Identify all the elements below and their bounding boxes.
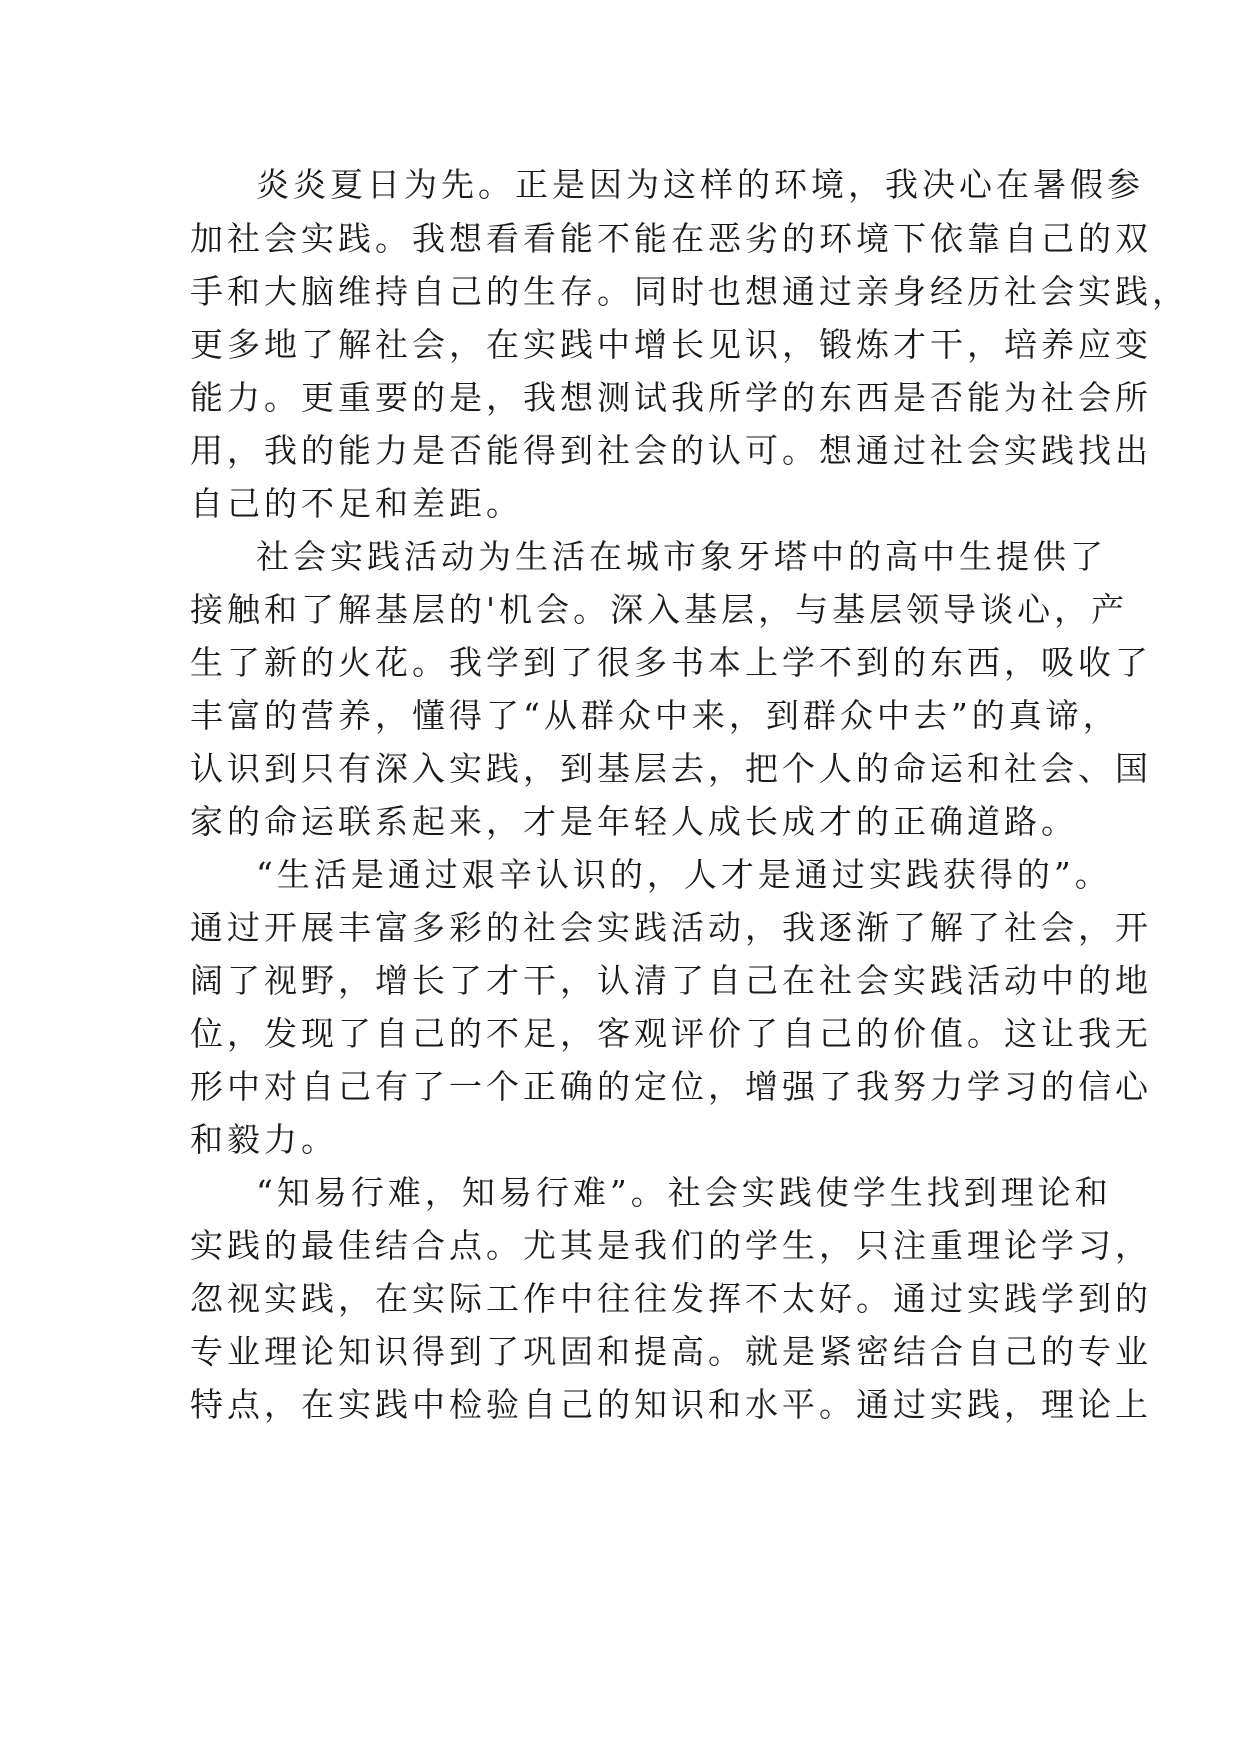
text-line: 专业理论知识得到了巩固和提高。就是紧密结合自己的专业 (190, 1332, 1152, 1371)
text-line: 用，我的能力是否能得到社会的认可。想通过社会实践找出 (190, 431, 1152, 470)
text-line: 特点，在实践中检验自己的知识和水平。通过实践，理论上 (190, 1385, 1152, 1424)
text-line: 形中对自己有了一个正确的定位，增强了我努力学习的信心 (190, 1067, 1152, 1106)
text-line: 接触和了解基层的'机会。深入基层，与基层领导谈心，产 (190, 590, 1129, 629)
text-line: 阔了视野，增长了才干，认清了自己在社会实践活动中的地 (190, 961, 1152, 1000)
text-line: 自己的不足和差距。 (190, 484, 523, 523)
text-line: “生活是通过艰辛认识的，人才是通过实践获得的”。 (256, 855, 1112, 894)
text-line: 家的命运联系起来，才是年轻人成长成才的正确道路。 (190, 802, 1078, 841)
text-line: 位，发现了自己的不足，客观评价了自己的价值。这让我无 (190, 1014, 1152, 1053)
text-line: “知易行难，知易行难”。社会实践使学生找到理论和 (256, 1173, 1112, 1212)
text-line: 认识到只有深入实践，到基层去，把个人的命运和社会、国 (190, 749, 1152, 788)
text-line: 通过开展丰富多彩的社会实践活动，我逐渐了解了社会，开 (190, 908, 1152, 947)
text-line: 能力。更重要的是，我想测试我所学的东西是否能为社会所 (190, 378, 1152, 417)
text-line: 实践的最佳结合点。尤其是我们的学生，只注重理论学习， (190, 1226, 1152, 1265)
text-line: 加社会实践。我想看看能不能在恶劣的环境下依靠自己的双 (190, 219, 1152, 258)
text-line: 和毅力。 (190, 1120, 338, 1159)
text-line: 炎炎夏日为先。正是因为这样的环境，我决心在暑假参 (256, 165, 1144, 204)
text-line: 丰富的营养，懂得了“从群众中来，到群众中去”的真谛， (190, 696, 1120, 735)
text-line: 更多地了解社会，在实践中增长见识，锻炼才干，培养应变 (190, 325, 1152, 364)
text-line: 忽视实践，在实际工作中往往发挥不太好。通过实践学到的 (190, 1279, 1152, 1318)
text-line: 生了新的火花。我学到了很多书本上学不到的东西，吸收了 (190, 643, 1152, 682)
text-line: 手和大脑维持自己的生存。同时也想通过亲身经历社会实践， (190, 272, 1189, 311)
text-line: 社会实践活动为生活在城市象牙塔中的高中生提供了 (256, 537, 1107, 576)
